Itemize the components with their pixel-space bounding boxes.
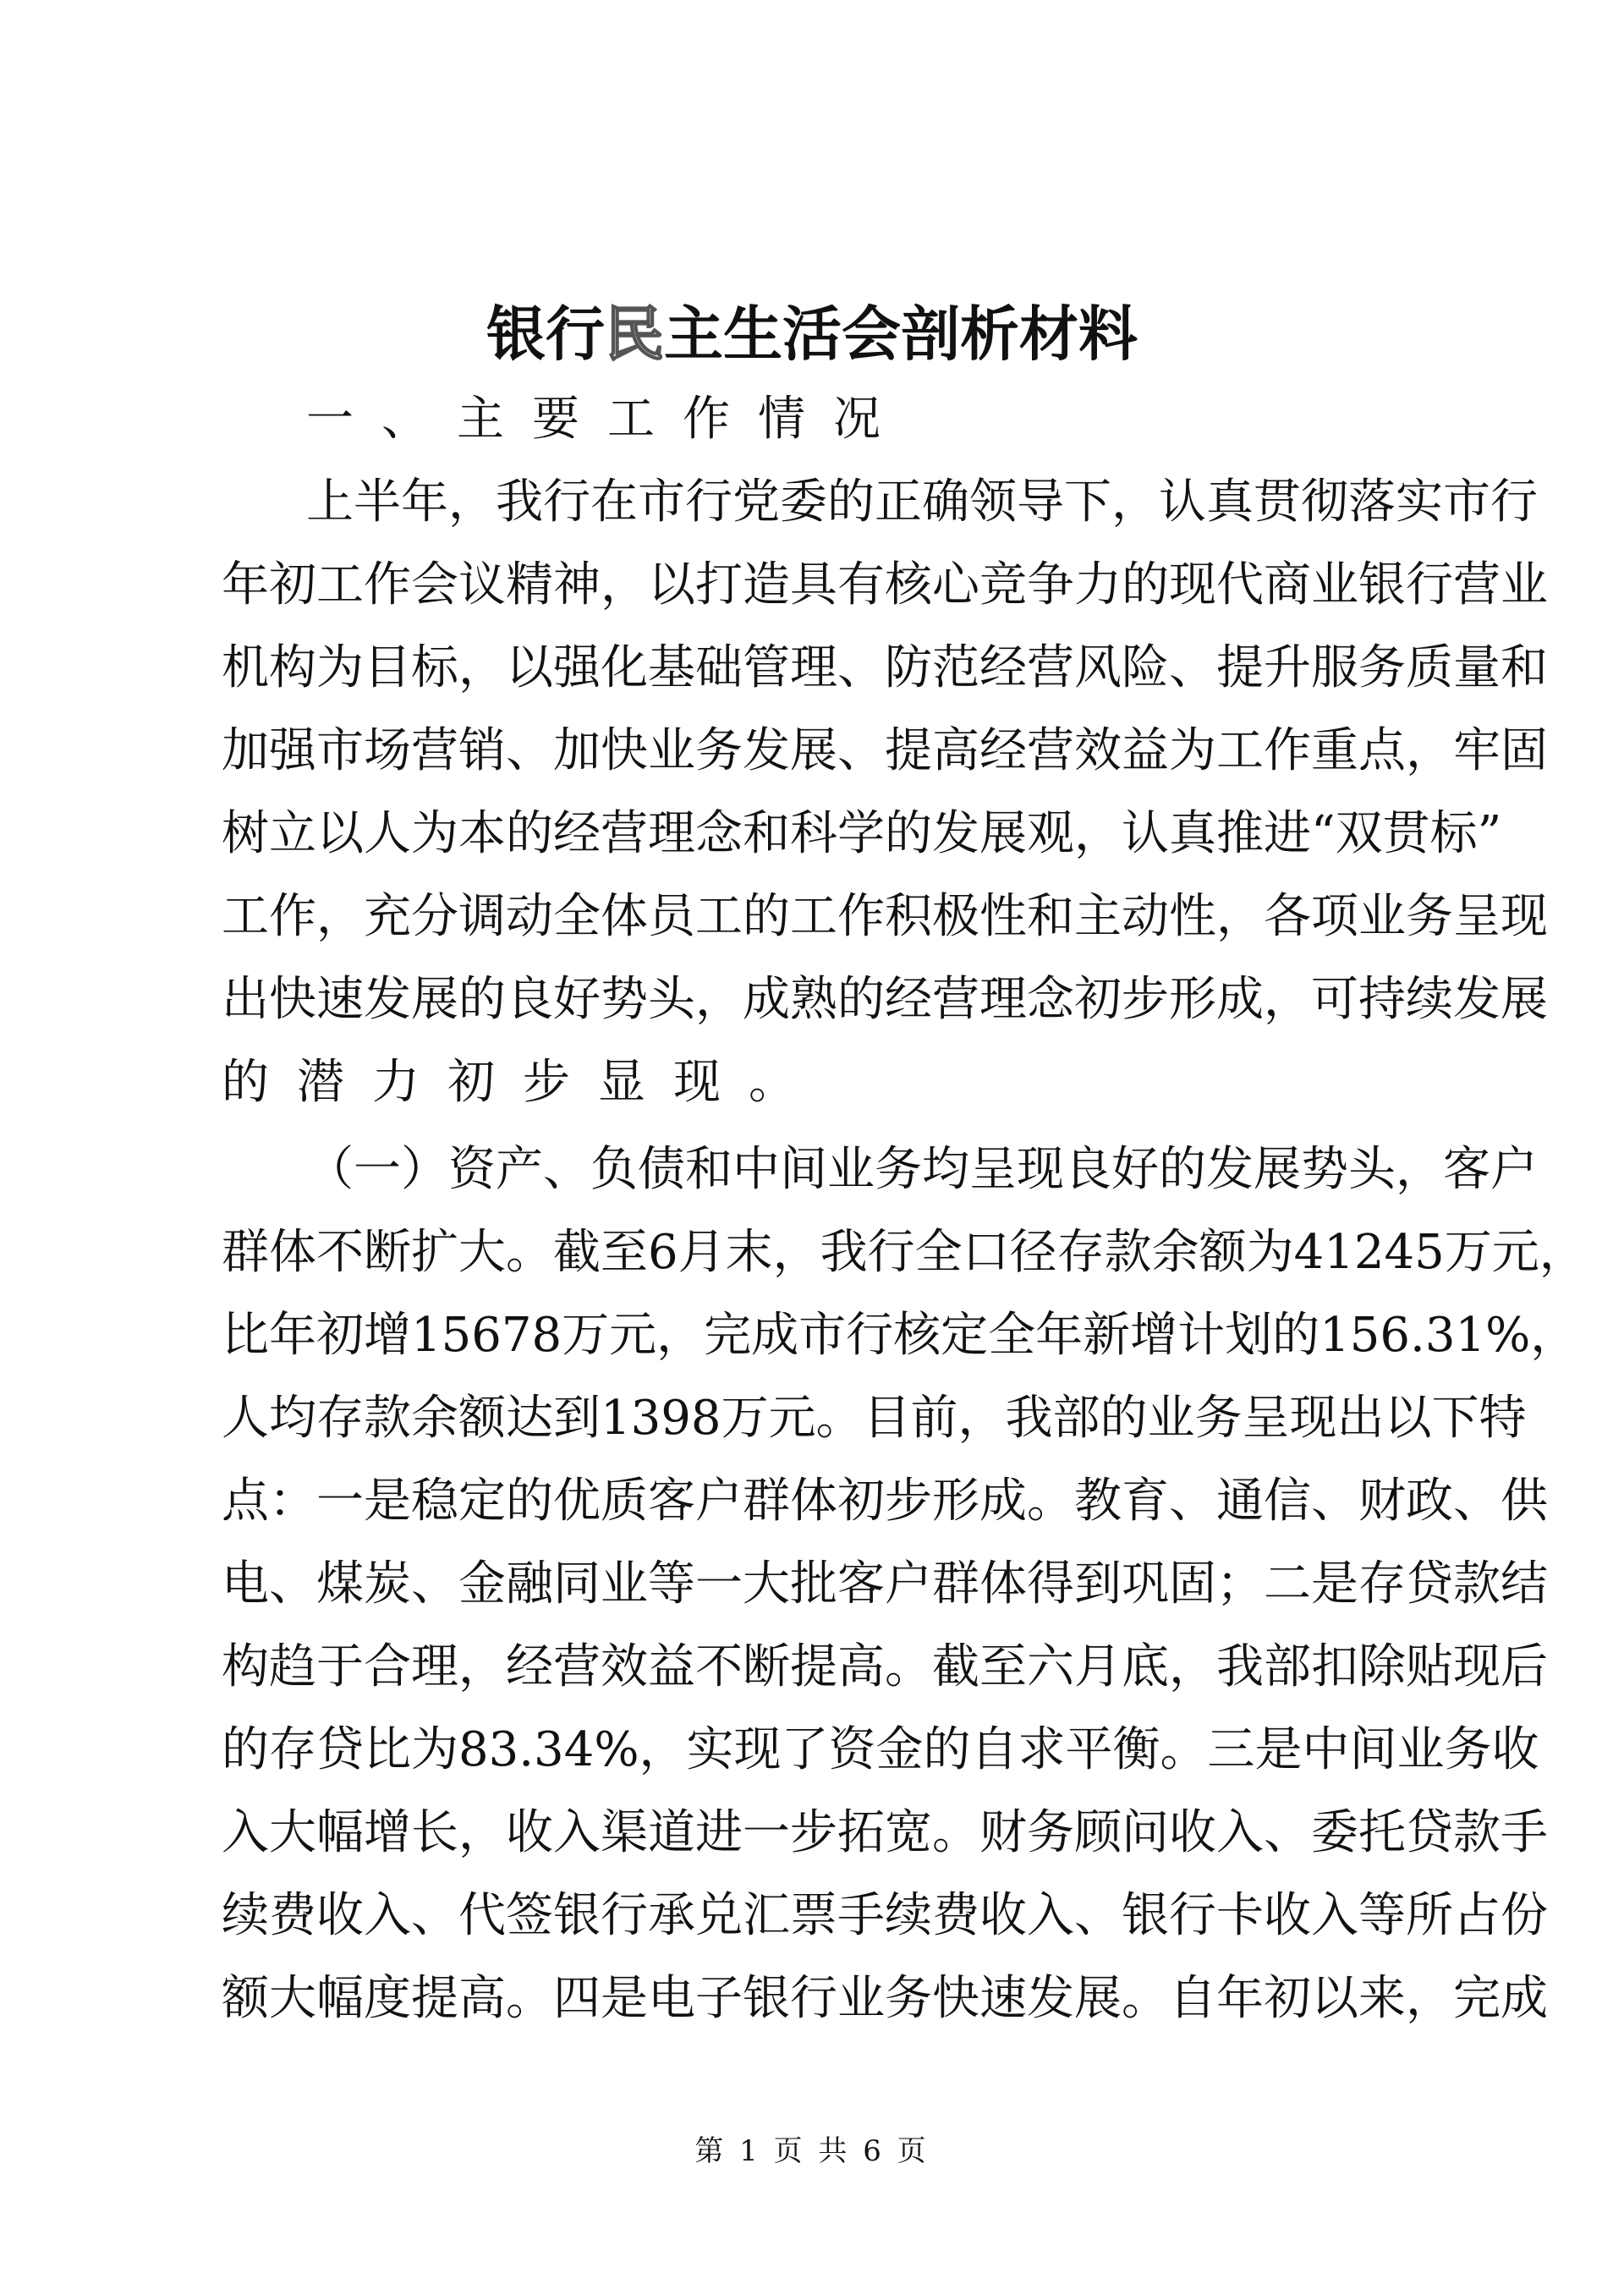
text-line: 入大幅增长，收入渠道进一步拓宽。财务顾问收入、委托贷款手 (222, 1805, 1548, 1860)
text-line: 工作，充分调动全体员工的工作积极性和主动性，各项业务呈现 (222, 889, 1548, 944)
title-part: 主生活会剖析材料 (664, 299, 1138, 369)
text-line: 树立以人为本的经营理念和科学的发展观，认真推进“双贯标” (222, 806, 1502, 861)
text-line: 加强市场营销、加快业务发展、提高经营效益为工作重点，牢固 (222, 723, 1548, 778)
text-line: 电、煤炭、金融同业等一大批客户群体得到巩固；二是存贷款结 (222, 1557, 1548, 1611)
text-line: （一）资产、负债和中间业务均呈现良好的发展势头，客户 (306, 1142, 1538, 1197)
text-line: 构趋于合理，经营效益不断提高。截至六月底，我部扣除贴现后 (222, 1639, 1548, 1694)
text-line: 上半年，我行在市行党委的正确领导下，认真贯彻落实市行 (306, 475, 1538, 530)
text-line: 年初工作会议精神，以打造具有核心竞争力的现代商业银行营业 (222, 557, 1548, 612)
text-line: 的潜力初步显现。 (222, 1055, 824, 1110)
page-footer: 第 1 页 共 6 页 (694, 2134, 930, 2168)
text-line: 群体不断扩大。截至6月末，我行全口径存款余额为41245万元， (222, 1225, 1587, 1280)
text-line: 额大幅度提高。四是电子银行业务快速发展。自年初以来，完成 (222, 1971, 1548, 2026)
text-line: 人均存款余额达到1398万元。目前，我部的业务呈现出以下特 (222, 1391, 1527, 1446)
title-part: 银行 (486, 299, 605, 369)
text-line: 点：一是稳定的优质客户群体初步形成。教育、通信、财政、供 (222, 1474, 1548, 1529)
text-line: 一、主要工作情况 (306, 392, 908, 447)
text-line: 的存贷比为83.34%，实现了资金的自求平衡。三是中间业务收 (222, 1722, 1539, 1777)
title-highlight: 民 (605, 299, 664, 369)
text-line: 续费收入、代签银行承兑汇票手续费收入、银行卡收入等所占份 (222, 1888, 1548, 1943)
document-title (0, 292, 1624, 376)
text-line: 出快速发展的良好势头，成熟的经营理念初步形成，可持续发展 (222, 972, 1548, 1027)
text-line: 比年初增15678万元，完成市行核定全年新增计划的156.31%， (222, 1308, 1578, 1363)
text-line: 机构为目标，以强化基础管理、防范经营风险、提升服务质量和 (222, 640, 1548, 695)
